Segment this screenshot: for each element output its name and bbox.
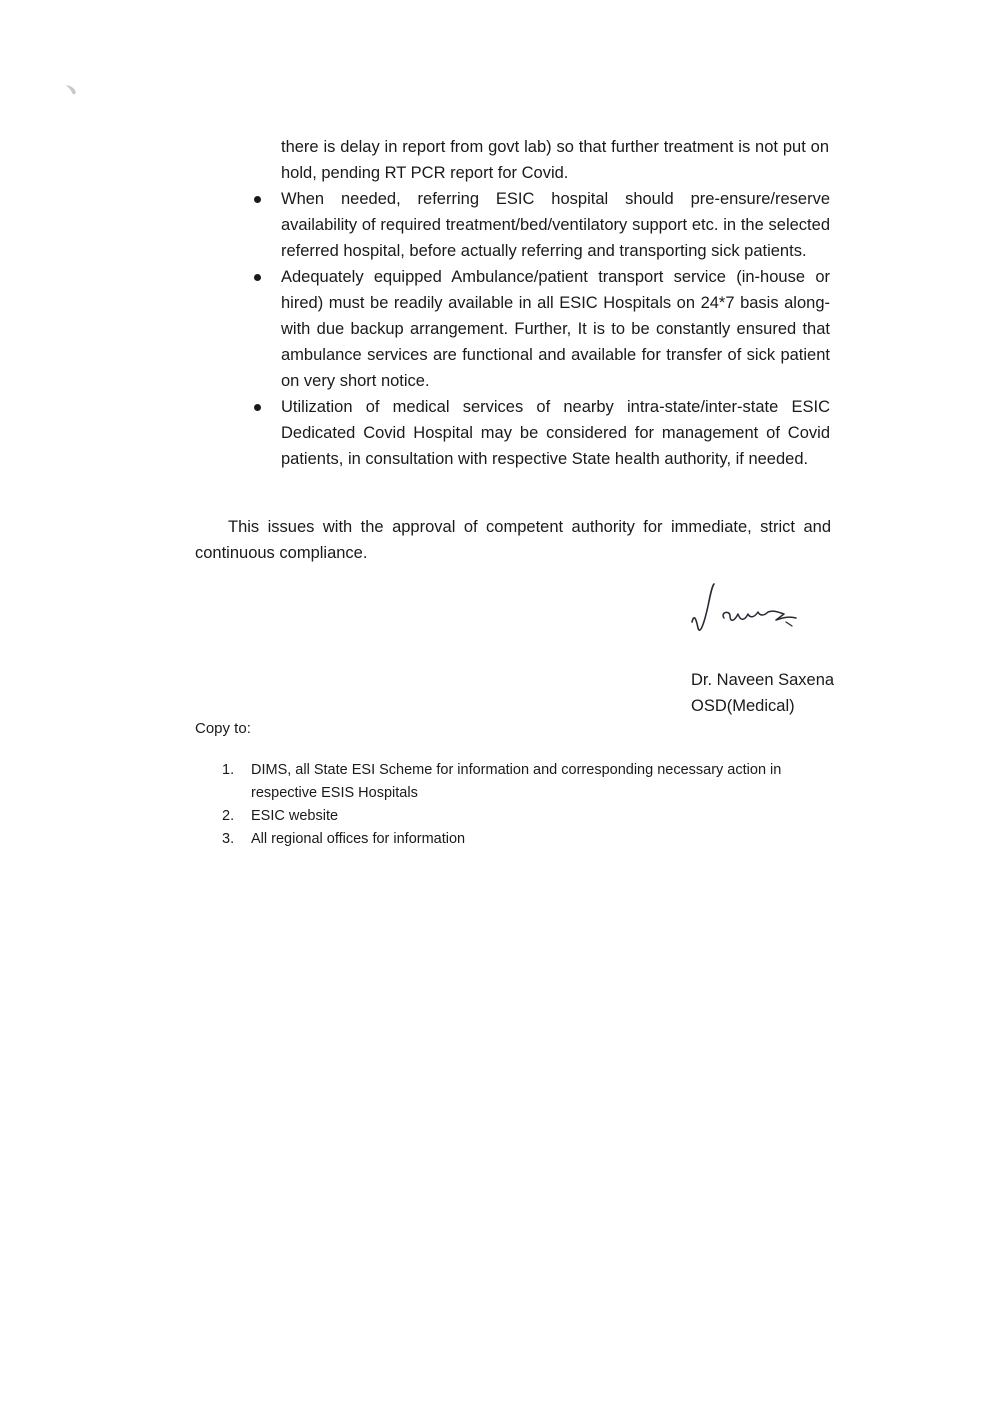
bullet-dot-icon <box>254 274 261 281</box>
scan-artifact-mark: ﹅ <box>64 82 78 98</box>
bullet-dot-icon <box>254 196 261 203</box>
copy-to-item-text: ESIC website <box>251 808 339 824</box>
copy-to-item-number: 1. <box>222 762 235 778</box>
copy-to-item <box>222 759 822 805</box>
bullet-text: When needed, referring ESIC hospital should pre-ensure/reserve availability of required treatment/bed/ventilatory support etc. in the selected referred hospital, before actually referring and transporting sick patients. <box>281 190 830 260</box>
bullet-text: Adequately equipped Ambulance/patient transport service (in-house or hired) must be readily available in all ESIC Hospitals on 24*7 basis along-with due backup arrangement. Further, It is to be constantly ensured that ambulance services are functional and available for transfer of sick patient on very short notice. <box>281 268 830 390</box>
copy-to-item-number: 2. <box>222 808 235 824</box>
copy-to-item-number: 3. <box>222 831 235 847</box>
copy-to-item <box>222 805 822 828</box>
closing-paragraph: This issues with the approval of competent authority for immediate, strict and continuous compliance. <box>195 518 831 562</box>
bullet-dot-icon <box>254 404 261 411</box>
signatory-name: Dr. Naveen Saxena <box>691 671 835 689</box>
signatory-block <box>691 667 834 719</box>
copy-to-item-text: DIMS, all State ESI Scheme for information and corresponding necessary action in respective ESIS Hospitals <box>251 762 782 801</box>
bullet-item <box>250 264 830 394</box>
bullet-item <box>250 394 830 472</box>
copy-to-item-text: All regional offices for information <box>251 831 466 847</box>
handwritten-signature <box>686 578 811 640</box>
copy-to-label: Copy to: <box>195 720 251 737</box>
bullet-item <box>250 186 830 264</box>
bullet-text: Utilization of medical services of nearby intra-state/inter-state ESIC Dedicated Covid Hospital may be considered for management of Covid patients, in consultation with respective State health authority, if needed. <box>281 398 830 468</box>
copy-to-list <box>222 759 822 851</box>
continuation-paragraph: there is delay in report from govt lab) so that further treatment is not put on hold, pending RT PCR report for Covid. <box>281 138 829 182</box>
copy-to-item <box>222 828 822 851</box>
signatory-title: OSD(Medical) <box>691 697 795 715</box>
instruction-bullet-list <box>250 186 830 472</box>
